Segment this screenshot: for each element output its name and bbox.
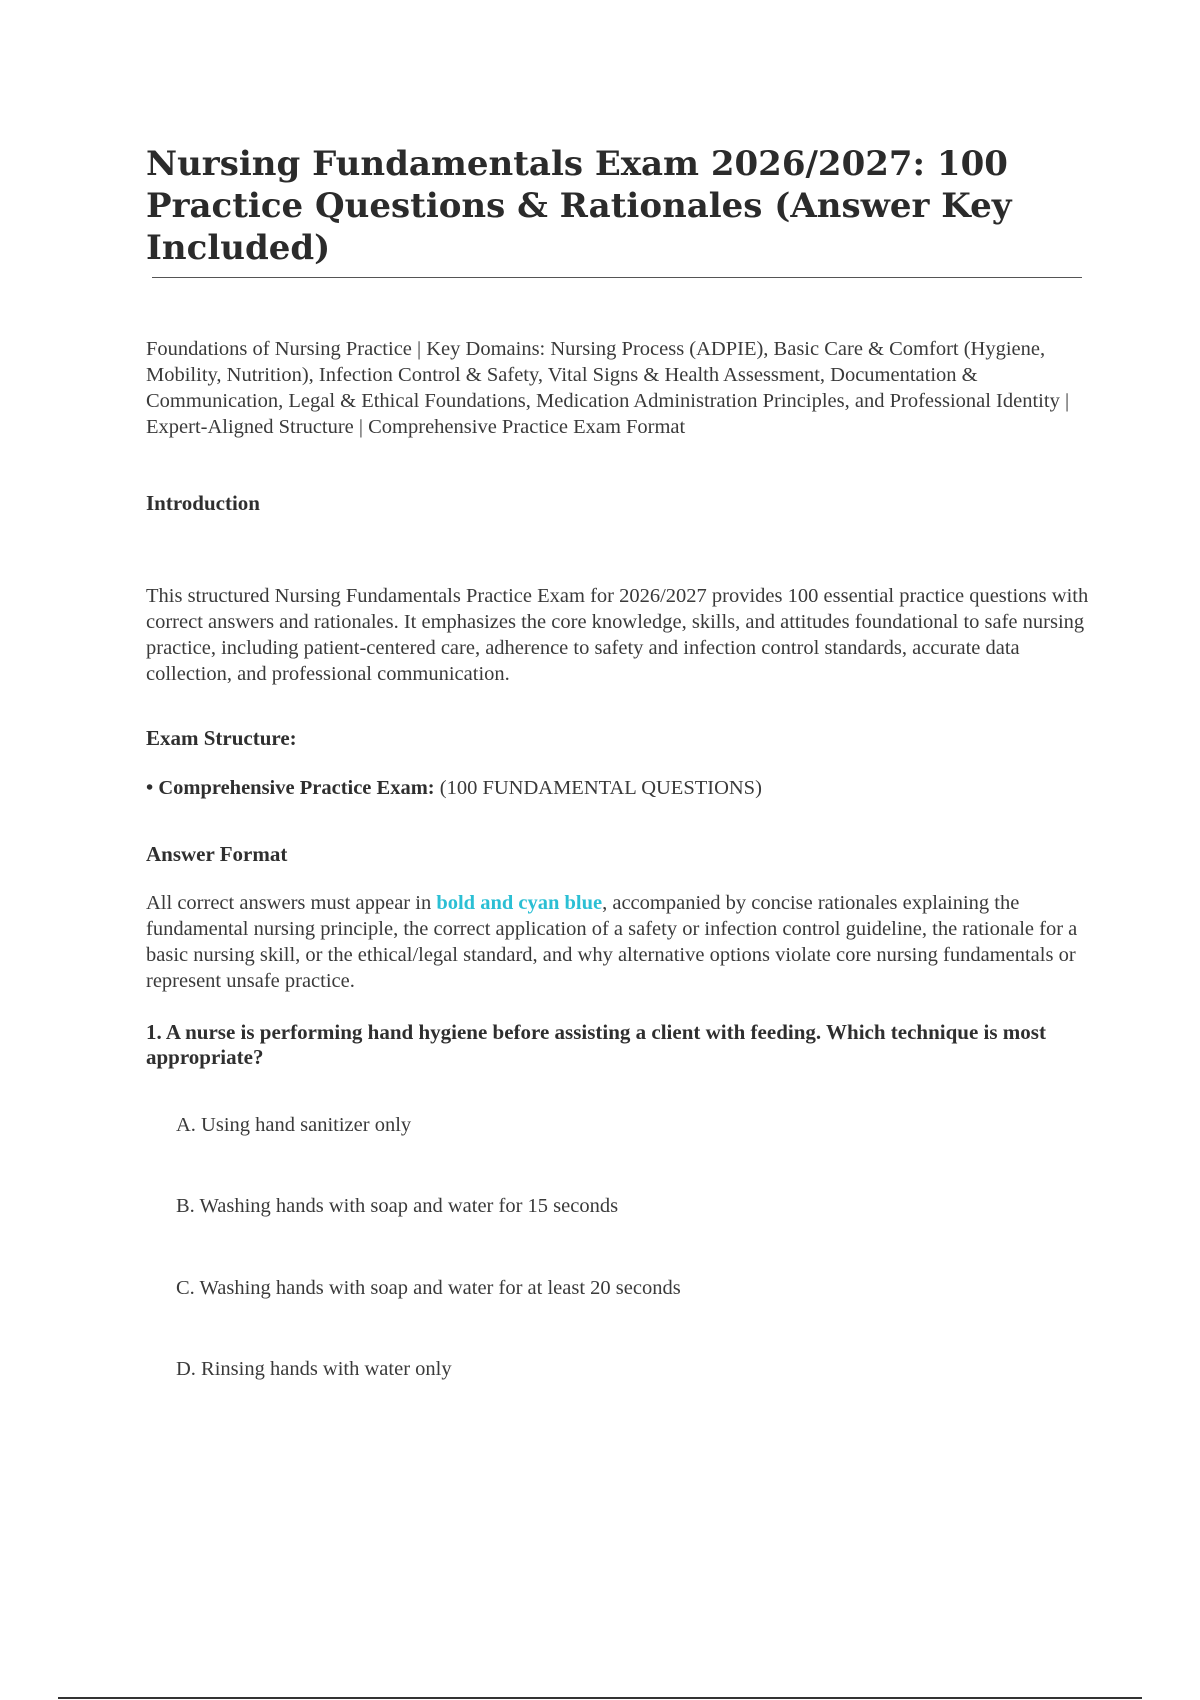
answer-format-body — [146, 890, 1096, 994]
document-title: Nursing Fundamentals Exam 2026/2027: 100 Practice Questions & Rationales (Answer Key Included) — [146, 144, 1012, 268]
bullet-marker: • — [146, 777, 154, 799]
question-1-option-d[interactable]: D. Rinsing hands with water only — [176, 1358, 452, 1380]
answer-format-text-start: All correct answers must appear in — [146, 892, 437, 914]
answer-format-text-end: , accompanied by concise rationales explaining the fundamental nursing principle, the correct application of a safety or infection control guideline, the rationale for a basic nursing skill, or the ethical/legal standard, and why alternative options violate core nursing fundamentals or represent unsafe practice. — [146, 892, 1078, 992]
question-1-text: 1. A nurse is performing hand hygiene before assisting a client with feeding. Which technique is most appropriate? — [146, 1020, 1046, 1069]
exam-structure-item — [146, 775, 1096, 801]
exam-structure-item-value: (100 FUNDAMENTAL QUESTIONS) — [439, 777, 762, 799]
page-bottom-divider — [58, 1697, 1142, 1699]
question-1-option-b[interactable]: B. Washing hands with soap and water for 15 seconds — [176, 1195, 619, 1217]
answer-format-highlight: bold and cyan blue — [436, 892, 603, 914]
document-subtitle: Foundations of Nursing Practice | Key Domains: Nursing Process (ADPIE), Basic Care & Comfort (Hygiene, Mobility, Nutrition), Infection Control & Safety, Vital Signs & Health Assessment, Documentation & Communication, Legal & Ethical Foundations, Medication Administration Principles, and Professional Identity | Expert-Aligned Structure | Comprehensive Practice Exam Format — [146, 338, 1070, 438]
answer-format-heading: Answer Format — [146, 842, 288, 866]
exam-structure-heading: Exam Structure: — [146, 726, 297, 750]
exam-structure-item-label: Comprehensive Practice Exam: — [158, 777, 435, 799]
introduction-body: This structured Nursing Fundamentals Practice Exam for 2026/2027 provides 100 essential practice questions with correct answers and rationales. It emphasizes the core knowledge, skills, and attitudes foundational to safe nursing practice, including patient-centered care, adherence to safety and infection control standards, accurate data collection, and professional communication. — [146, 585, 1089, 685]
introduction-heading: Introduction — [146, 491, 260, 515]
question-1-option-a[interactable]: A. Using hand sanitizer only — [176, 1114, 412, 1136]
title-divider — [152, 277, 1082, 278]
question-1-option-c[interactable]: C. Washing hands with soap and water for at least 20 seconds — [176, 1277, 681, 1299]
